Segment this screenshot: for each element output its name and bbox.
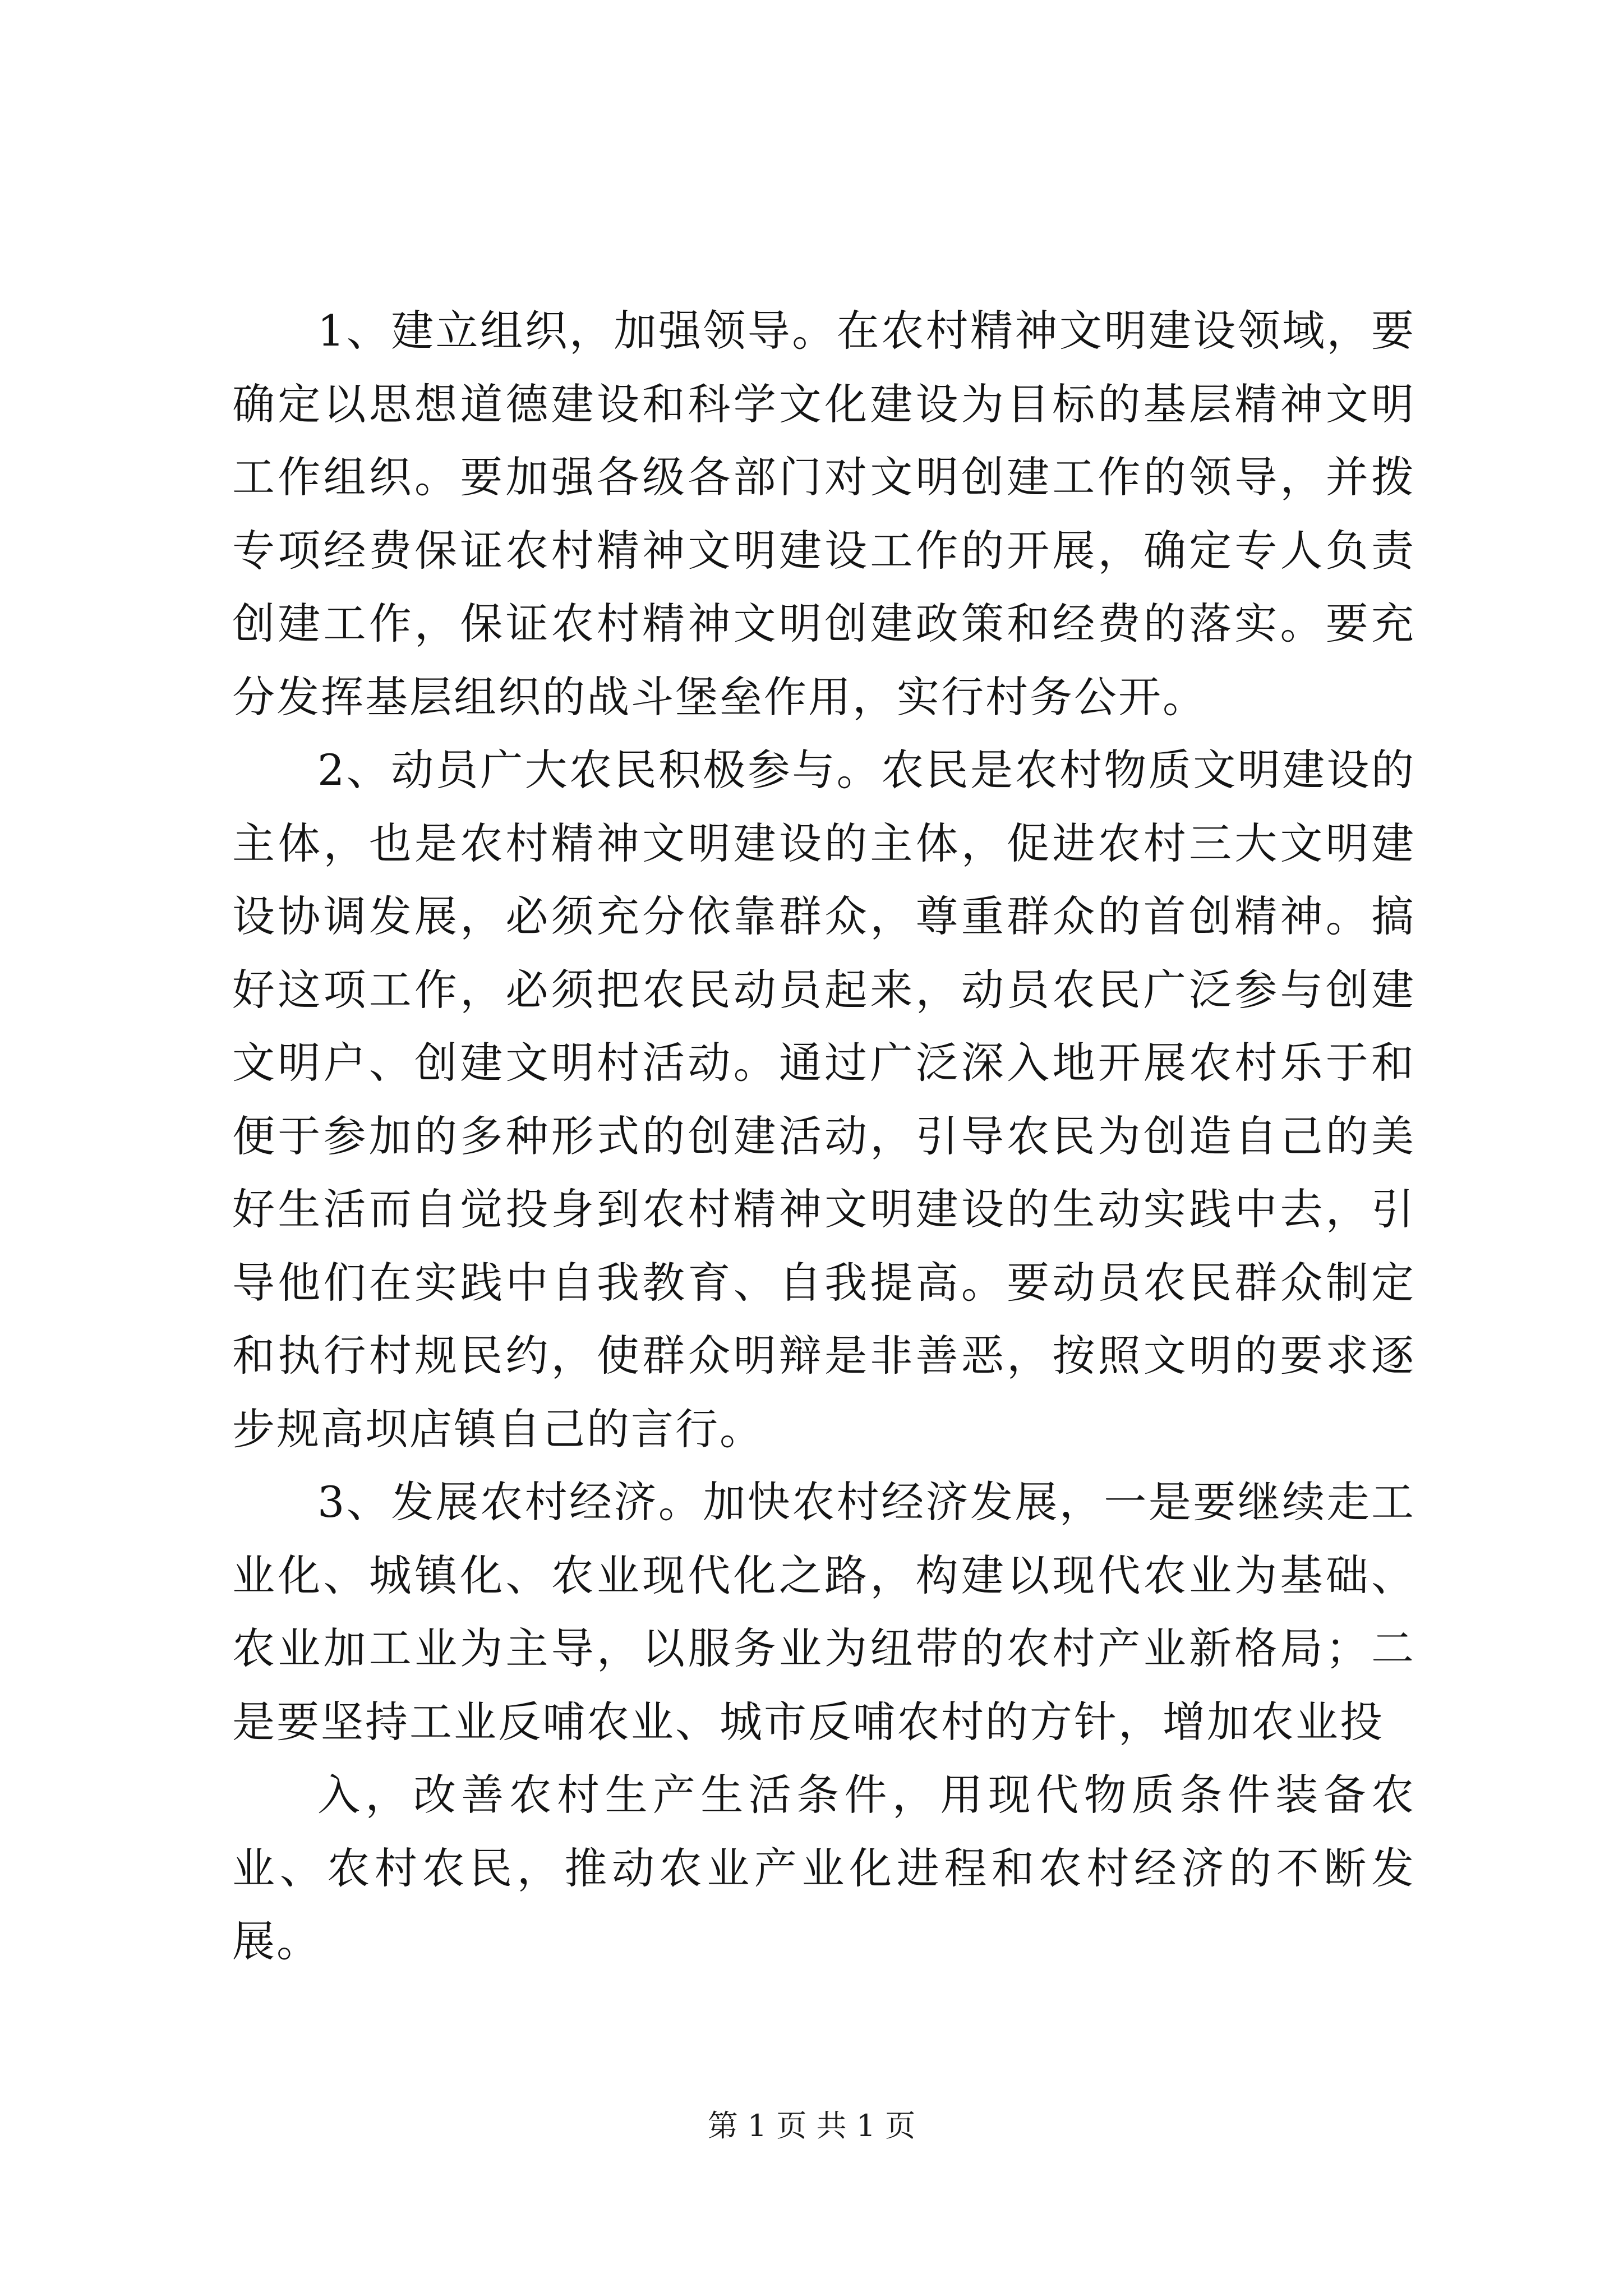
paragraph-1: 1、建立组织，加强领导。在农村精神文明建设领域，要确定以思想道德建设和科学文化建设为目标的基层精神文明工作组织。要加强各级各部门对文明创建工作的领导，并拨专项经费保证农村精神文明建设工作的开展，确定专人负责创建工作，保证农村精神文明创建政策和经费的落实。要充分发挥基层组织的战斗堡垒作用，实行村务公开。 [232, 306, 1415, 722]
paragraph-4: 入，改善农村生产生活条件，用现代物质条件装备农业、农村农民，推动农业产业化进程和农村经济的不断发展。 [232, 1770, 1415, 1966]
paragraph-3: 3、发展农村经济。加快农村经济发展，一是要继续走工业化、城镇化、农业现代化之路，构建以现代农业为基础、农业加工业为主导，以服务业为纽带的农村产业新格局；二是要坚持工业反哺农业、城市反哺农村的方针，增加农业投 [232, 1477, 1415, 1747]
page-number-footer: 第 1 页 共 1 页 [707, 2108, 916, 2143]
paragraph-2: 2、动员广大农民积极参与。农民是农村物质文明建设的主体，也是农村精神文明建设的主体，促进农村三大文明建设协调发展，必须充分依靠群众，尊重群众的首创精神。搞好这项工作，必须把农民动员起来，动员农民广泛参与创建文明户、创建文明村活动。通过广泛深入地开展农村乐于和便于参加的多种形式的创建活动，引导农民为创造自己的美好生活而自觉投身到农村精神文明建设的生动实践中去，引导他们在实践中自我教育、自我提高。要动员农民群众制定和执行村规民约，使群众明辩是非善恶，按照文明的要求逐步规高坝店镇自己的言行。 [232, 745, 1415, 1454]
document-body [232, 295, 1415, 1978]
